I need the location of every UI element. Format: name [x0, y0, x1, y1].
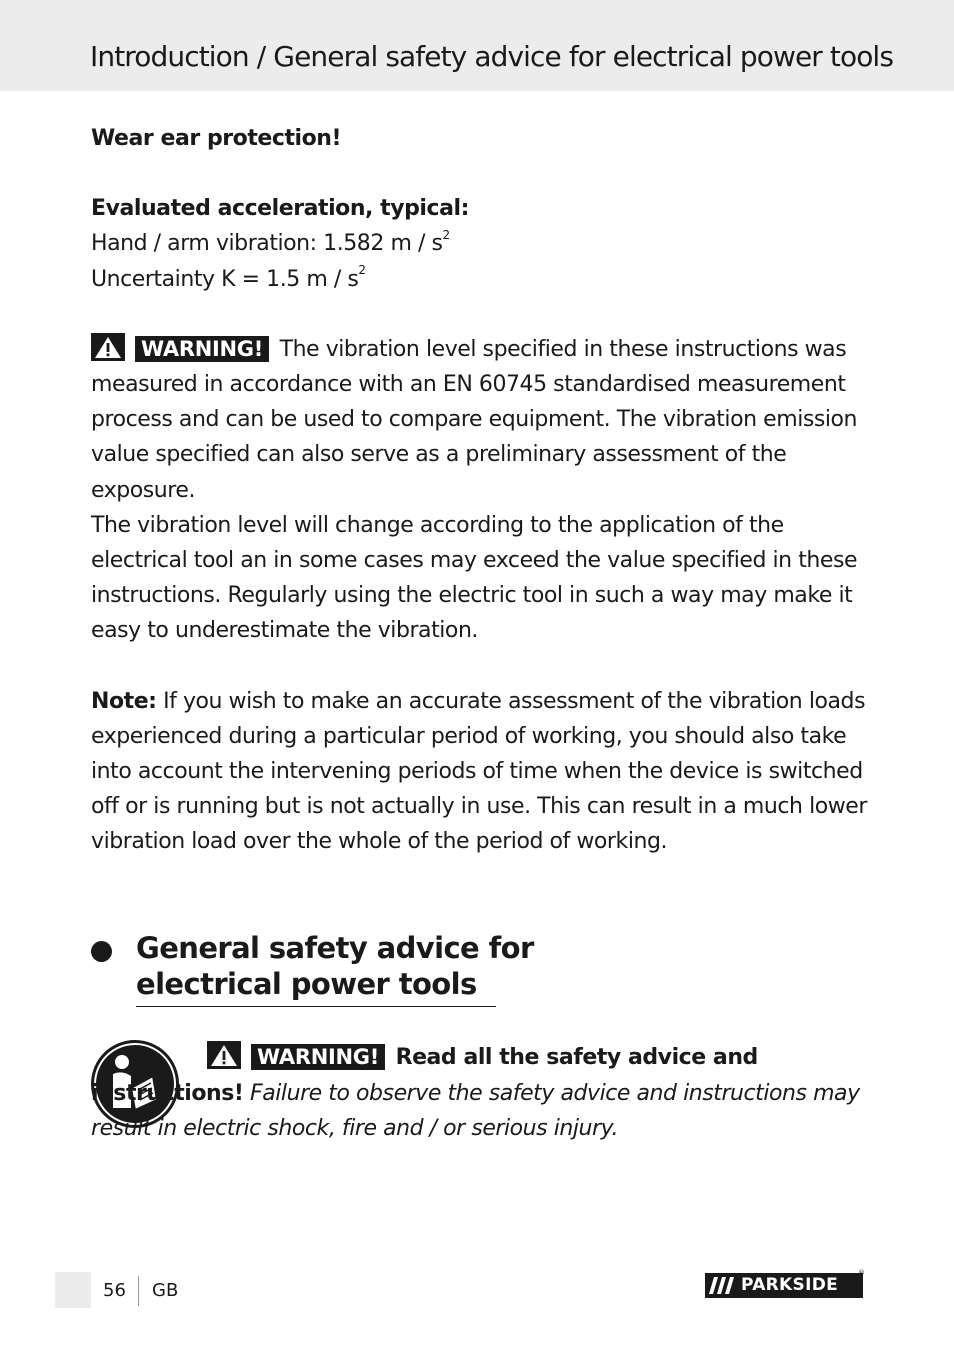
safety-warning-bold: Read all the safety advice and instructions!: [91, 1045, 758, 1106]
footer-box: [55, 1272, 91, 1308]
section-title-line1: General safety advice for: [136, 931, 534, 965]
warning-triangle-icon: [207, 1041, 241, 1069]
uncertainty-exponent: 2: [358, 263, 366, 278]
warning-label: WARNING!: [251, 1044, 385, 1070]
page-number: 56: [103, 1280, 126, 1301]
footer-divider: [138, 1276, 139, 1306]
warning-paragraph: [91, 332, 867, 508]
section-title: [136, 930, 534, 1002]
vibration-paragraph: The vibration level will change according to the application of the electrical tool an in some cases may exceed the value specified in these instructions. Regularly using the electric tool in such a way may make it easy to underestimate the vibration.: [91, 512, 858, 644]
warning-label: WARNING!: [135, 336, 269, 362]
main-content: [91, 121, 867, 860]
brand-logo: [705, 1269, 865, 1298]
section-title-line2: electrical power tools: [136, 967, 477, 1001]
ear-protection-heading: Wear ear protection!: [91, 126, 342, 151]
safety-warning: [91, 1040, 867, 1147]
warning-text: The vibration level specified in these instructions was measured in accordance with an EN 60745 standardised measurement process and can be used to compare equipment. The vibration emission value specified can also serve as a preliminary assessment of the exposure.: [91, 336, 858, 503]
uncertainty: [91, 262, 867, 297]
hand-arm-exponent: 2: [442, 228, 450, 243]
bullet-icon: [91, 941, 112, 962]
safety-warning-italic: Failure to observe the safety advice and instructions may result in electric shock, fire and / or serious injury.: [91, 1080, 860, 1141]
uncertainty-value: Uncertainty K = 1.5 m / s: [91, 266, 359, 292]
spacer: [91, 156, 867, 191]
language-code: GB: [152, 1280, 179, 1301]
heading-underline: [136, 1006, 496, 1007]
hand-arm-vibration: [91, 226, 867, 261]
brand-stripes-icon: [708, 1275, 738, 1296]
warning-triangle-icon: [91, 333, 125, 361]
hand-arm-value: Hand / arm vibration: 1.582 m / s: [91, 231, 443, 257]
spacer: [91, 649, 867, 684]
brand-registered-mark: ®: [858, 1269, 865, 1277]
spacer: [91, 297, 867, 332]
note-label: Note:: [91, 688, 157, 714]
page-title: Introduction / General safety advice for electrical power tools: [90, 40, 894, 73]
acceleration-heading: Evaluated acceleration, typical:: [91, 196, 469, 222]
brand-name: PARKSIDE: [741, 1275, 839, 1295]
note-text: If you wish to make an accurate assessment of the vibration loads experienced during a particular period of working, you should also take into account the intervening periods of time when the device is switched off or is running but is not actually in use. This can result in a much lower vibration load over the whole of the period of working.: [91, 688, 867, 855]
note-paragraph: [91, 684, 867, 860]
